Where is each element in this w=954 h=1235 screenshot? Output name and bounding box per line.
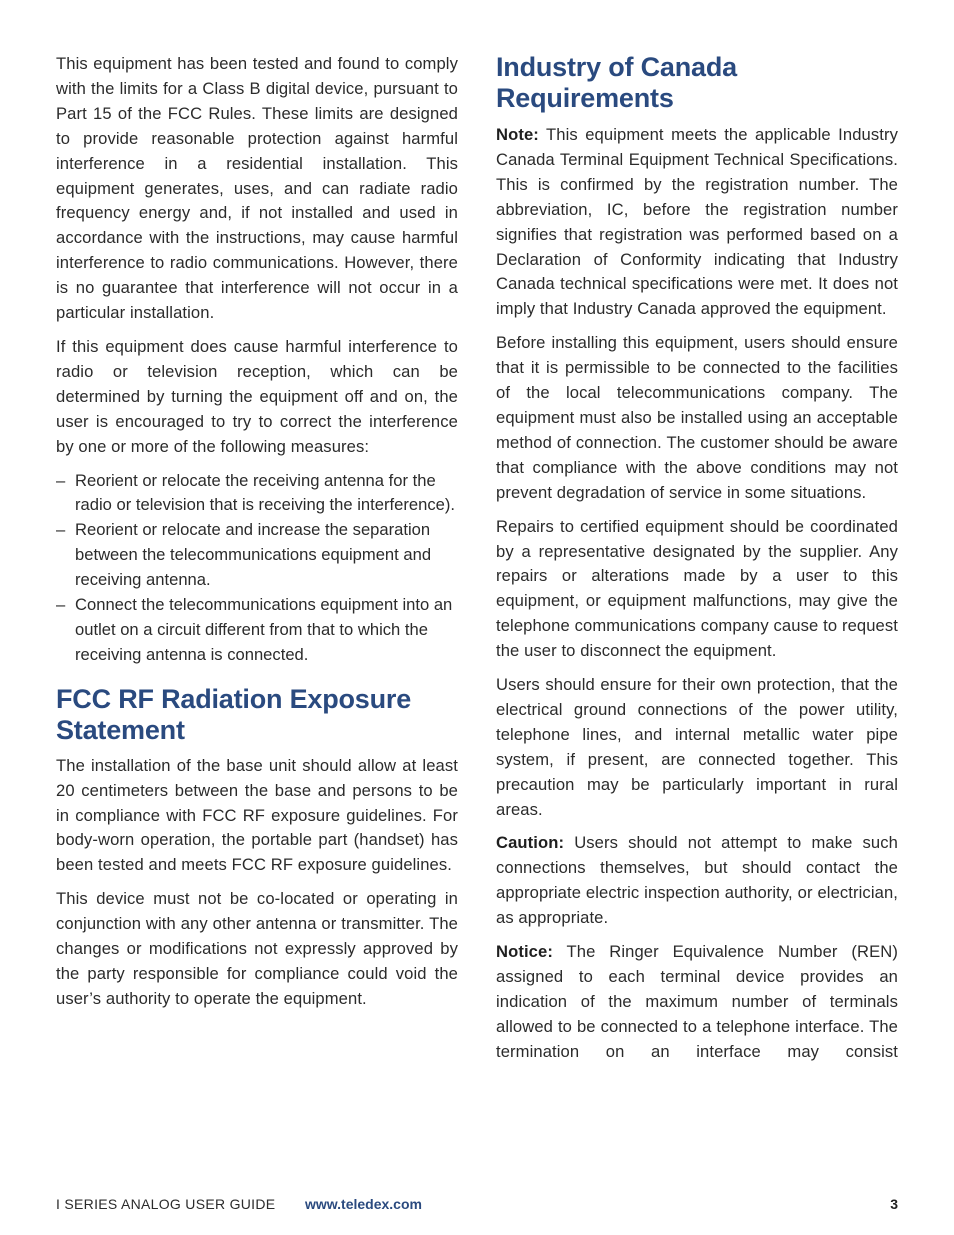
notice-paragraph (496, 940, 898, 1065)
dash-marker: – (56, 595, 66, 615)
guide-title: I SERIES ANALOG USER GUIDE (56, 1196, 276, 1212)
dash-marker: – (56, 520, 66, 540)
notice-text: The Ringer Equivalence Number (REN) assigned to each terminal device provides an indication of the maximum number of terminals allowed to be connected to a telephone interface. The termination on an interface may consist (496, 942, 898, 1061)
list-item-text: Reorient or relocate the receiving antenna for the radio or television that is receiving the interference). (75, 470, 456, 515)
industry-canada-heading: Industry of Canada Requirements (496, 52, 737, 113)
list-item (56, 593, 458, 668)
list-item-text: Reorient or relocate and increase the separation between the telecommunications equipment and receiving antenna. (75, 520, 432, 590)
co-location-paragraph: This device must not be co-located or operating in conjunction with any other antenna or transmitter. The changes or modifications not expressly approved by the party responsible for compliance could void the user’s authority to operate the equipment. (56, 889, 458, 1008)
caution-text: Users should not attempt to make such connections themselves, but should contact the appropriate electric inspection authority, or electrician, as appropriate. (496, 833, 898, 928)
website-link[interactable]: www.teledex.com (305, 1196, 422, 1212)
fcc-rf-heading: FCC RF Radiation Exposure Statement (56, 683, 412, 745)
list-item (56, 518, 458, 593)
measures-list (56, 469, 458, 668)
base-unit-paragraph: The installation of the base unit should allow at least 20 centimeters between the base and persons to be in compliance with FCC RF exposure guidelines. For body-worn operation, the portable part (handset) has been tested and meets FCC RF exposure guidelines. (56, 755, 458, 875)
before-installing-paragraph: Before installing this equipment, users should ensure that it is permissible to be connected to the facilities of the local telecommunications company. The equipment must also be installed using an acceptable method of connection. The customer should be aware that compliance with the above conditions may not prevent degradation of service in some situations. (496, 333, 898, 502)
page-number: 3 (890, 1196, 898, 1212)
note-paragraph (496, 123, 898, 322)
right-column (496, 52, 898, 1074)
page-footer (56, 1194, 898, 1214)
interference-paragraph: If this equipment does cause harmful interference to radio or television reception, which can be determined by turning the equipment off and on, the user is encouraged to try to correct the interference by one or more of the following measures: (56, 336, 458, 456)
ground-connections-paragraph: Users should ensure for their own protection, that the electrical ground connections of the power utility, telephone lines, and internal metallic water pipe system, if present, are connected together. This precaution may be particularly important in rural areas. (496, 675, 898, 819)
caution-label: Caution: (496, 833, 565, 853)
caution-paragraph (496, 831, 898, 931)
note-text: This equipment meets the applicable Industry Canada Terminal Equipment Technical Specifications. This is confirmed by the registration number. The abbreviation, IC, before the registration number signifies that registration was performed based on a Declaration of Conformity indicating that Industry Canada technical specifications were met. It does not imply that Industry Canada approved the equipment. (496, 125, 898, 319)
list-item (56, 469, 458, 519)
notice-label: Notice: (496, 942, 553, 962)
repairs-paragraph: Repairs to certified equipment should be coordinated by a representative designated by the supplier. Any repairs or alterations made by a user to this equipment, or equipment malfunctions, may give the telephone communications company cause to request the user to disconnect the equipment. (496, 516, 898, 661)
fcc-class-b-paragraph: This equipment has been tested and found to comply with the limits for a Class B digital device, pursuant to Part 15 of the FCC Rules. These limits are designed to provide reasonable protection against harmful interference in a residential installation. This equipment generates, uses, and can radiate radio frequency energy and, if not installed and used in accordance with the instructions, may cause harmful interference to radio communications. However, there is no guarantee that interference will not occur in a particular installation. (56, 54, 458, 323)
list-item-text: Connect the telecommunications equipment into an outlet on a circuit different from that to which the receiving antenna is connected. (75, 595, 453, 664)
note-label: Note: (496, 125, 539, 144)
left-column (56, 52, 458, 1021)
dash-marker: – (56, 470, 66, 490)
